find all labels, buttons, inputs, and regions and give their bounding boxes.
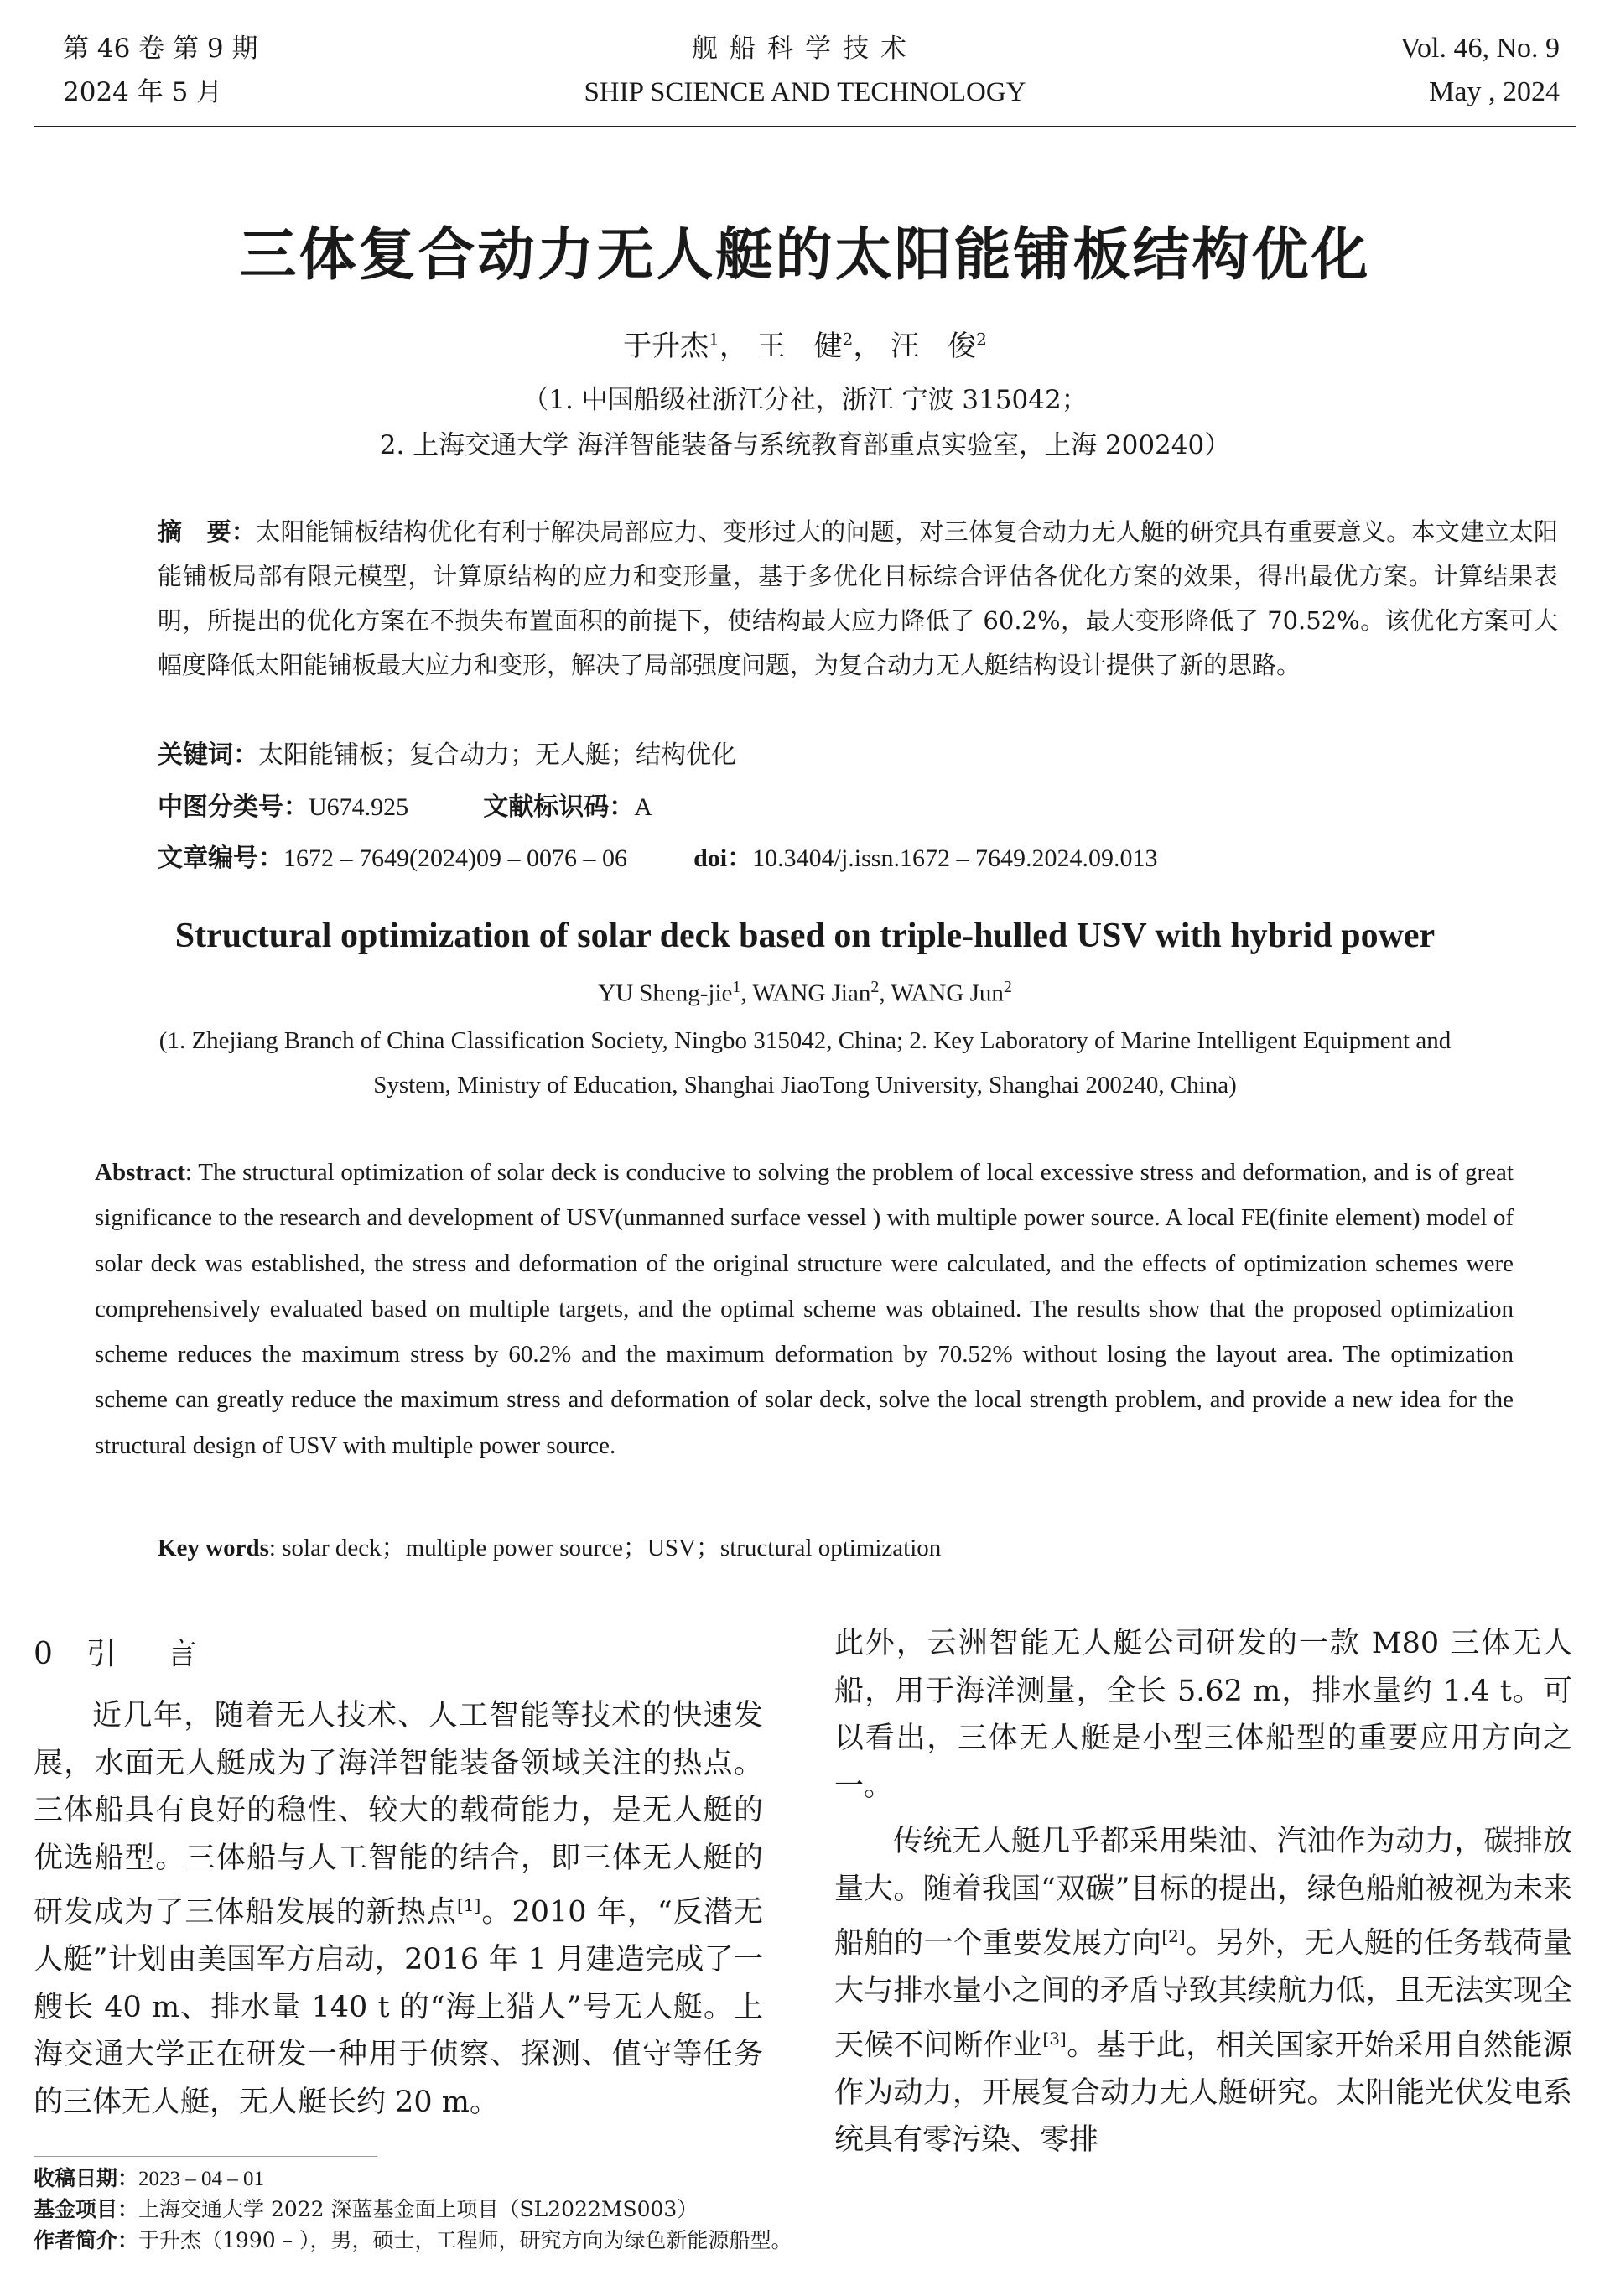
affiliation-line: （1. 中国船级社浙江分社，浙江 宁波 315042； [522, 385, 1088, 415]
doc-code-value: A [634, 793, 652, 821]
author-affil-mark: 2 [1003, 978, 1012, 996]
body-paragraph: 近几年，随着无人技术、人工智能等技术的快速发展，水面无人艇成为了海洋智能装备领域关注的热点。三体船具有良好的稳性、较大的载荷能力，是无人艇的优选船型。三体船与人工智能的结合，即三体无人艇的研发成为了三体船发展的新热点[1]。2010 年，“反潜无人艇”计划由美国军方启动，2016 年 1 月建造完成了一艘长 40 m、排水量 140 t 的“海上猎人”号无人艇。上海交通大学正在研发一种用于侦察、探测、值守等任务的三体无人艇，无人艇长约 20 m。 [34, 1699, 763, 2119]
affiliation-line-en: (1. Zhejiang Branch of China Classification Society, Ningbo 315042, China; 2. Key Laboratory of Marine Intelligent Equipment and [158, 1027, 1452, 1054]
classification-line [158, 786, 652, 823]
header-rule [34, 126, 1576, 127]
author-name-en: WANG Jian [752, 979, 871, 1007]
abstract-label-cn: 摘 要： [158, 517, 257, 546]
footnote-received: 收稿日期：2023 – 04 – 01 [34, 2166, 265, 2190]
authors-en: YU Sheng-jie$^1$, WANG Jian$^2$, WANG Jun$^2$ [598, 978, 1012, 1007]
body-column-left [34, 1692, 763, 2126]
body-paragraph: 此外，云洲智能无人艇公司研发的一款 M80 三体无人船，用于海洋测量，全长 5.62 m，排水量约 1.4 t。可以看出，三体无人艇是小型三体船型的重要应用方向之一。 [834, 1627, 1572, 1803]
author-affil-mark: 1 [732, 978, 741, 996]
clc-value: U674.925 [309, 793, 409, 821]
footnote-rule [34, 2156, 377, 2157]
author-affil-mark: 2 [842, 329, 854, 350]
doc-code-label: 文献标识码： [483, 792, 635, 822]
author-affil-mark: 1 [709, 329, 719, 350]
abstract-en [95, 1150, 1514, 1468]
footnote-fund: 基金项目：上海交通大学 2022 深蓝基金面上项目（SL2022MS003） [34, 2197, 699, 2221]
keywords-text-cn: 太阳能铺板；复合动力；无人艇；结构优化 [258, 740, 736, 770]
body-column-right [834, 1620, 1572, 2164]
authors-cn: 于升杰$^1$， 王 健$^2$， 汪 俊$^2$ [623, 329, 987, 363]
journal-name-cn: 舰船科学技术 [692, 34, 918, 64]
citation-ref: [2] [1161, 1926, 1186, 1946]
abstract-text-cn: 太阳能铺板结构优化有利于解决局部应力、变形过大的问题，对三体复合动力无人艇的研究具有重要意义。本文建立太阳能铺板局部有限元模型，计算原结构的应力和变形量，基于多优化目标综合评估各优化方案的效果，得出最优方案。计算结果表明，所提出的优化方案在不损失布置面积的前提下，使结构最大应力降低了 60.2%，最大变形降低了 70.52%。该优化方案可大幅度降低太阳能铺板最大应力和变形，解决了局部强度问题，为复合动力无人艇结构设计提供了新的思路。 [158, 517, 1558, 679]
header-date-en: May , 2024 [1429, 76, 1560, 107]
header-issue: 第 46 卷 第 9 期 [63, 34, 258, 64]
article-no-value: 1672 – 7649(2024)09 – 0076 – 06 [283, 844, 627, 872]
doi-value: 10.3404/j.issn.1672 – 7649.2024.09.013 [752, 844, 1158, 872]
author-name-en: YU Sheng-jie [598, 979, 733, 1007]
author-name: 王 健 [756, 330, 843, 363]
affiliations-en [0, 1019, 1610, 1108]
header-volume: Vol. 46, No. 9 [1400, 33, 1560, 64]
abstract-label-en: Abstract [95, 1159, 185, 1186]
affiliation-line-en: System, Ministry of Education, Shanghai JiaoTong University, Shanghai 200240, China) [373, 1072, 1237, 1099]
journal-name-en: SHIP SCIENCE AND TECHNOLOGY [584, 77, 1026, 107]
header-date-cn: 2024 年 5 月 [63, 77, 223, 107]
section-heading [34, 1630, 207, 1673]
abstract-text-en: : The structural optimization of solar deck is conducive to solving the problem of local excessive stress and deformation, and is of great significance to the research and development of USV(unmanned surface vessel ) with multiple power source. A local FE(finite element) model of solar deck was established, the stress and deformation of the original structure were calculated, and the effects of optimization schemes were comprehensively evaluated based on multiple targets, and the optimal scheme was obtained. The results show that the proposed optimization scheme reduces the maximum stress by 60.2% and the maximum deformation by 70.52% without losing the layout area. The optimization scheme can greatly reduce the maximum stress and deformation of solar deck, solve the local strength problem, and provide a new idea for the structural design of USV with multiple power source. [95, 1159, 1514, 1459]
author-name: 汪 俊 [891, 330, 977, 363]
author-name: 于升杰 [623, 330, 709, 363]
author-name-en: WANG Jun [891, 979, 1004, 1007]
affiliation-line: 2. 上海交通大学 海洋智能装备与系统教育部重点实验室，上海 200240） [379, 430, 1231, 460]
article-id-line [158, 837, 1157, 874]
citation-ref: [1] [457, 1895, 481, 1915]
citation-ref: [3] [1042, 2028, 1067, 2049]
paper-title-en: Structural optimization of solar deck based on triple-hulled USV with hybrid power [174, 917, 1436, 955]
keywords-cn [158, 734, 736, 771]
author-affil-mark: 2 [870, 978, 880, 996]
section-number: 0 [34, 1637, 63, 1671]
section-title: 引 言 [86, 1637, 207, 1671]
article-no-label: 文章编号： [158, 844, 283, 873]
clc-label: 中图分类号： [158, 792, 309, 822]
doi-label: doi： [693, 844, 753, 872]
keywords-label-cn: 关键词： [158, 740, 258, 770]
keywords-text-en: : solar deck；multiple power source；USV；structural optimization [268, 1535, 942, 1561]
keywords-label-en: Key words [158, 1535, 269, 1561]
abstract-cn [158, 510, 1558, 688]
footnote-author: 作者简介：于升杰（1990 – ），男，硕士，工程师，研究方向为绿色新能源船型。 [34, 2228, 792, 2252]
author-affil-mark: 2 [976, 329, 987, 350]
affiliations-cn [0, 377, 1610, 468]
paper-title-cn: 三体复合动力无人艇的太阳能铺板结构优化 [239, 222, 1371, 288]
keywords-en [158, 1529, 941, 1563]
body-paragraph: 传统无人艇几乎都采用柴油、汽油作为动力，碳排放量大。随着我国“双碳”目标的提出，绿色船舶被视为未来船舶的一个重要发展方向[2]。另外，无人艇的任务载荷量大与排水量小之间的矛盾导致其续航力低，且无法实现全天候不间断作业[3]。基于此，相关国家开始采用自然能源作为动力，开展复合动力无人艇研究。太阳能光伏发电系统具有零污染、零排 [834, 1825, 1572, 2158]
